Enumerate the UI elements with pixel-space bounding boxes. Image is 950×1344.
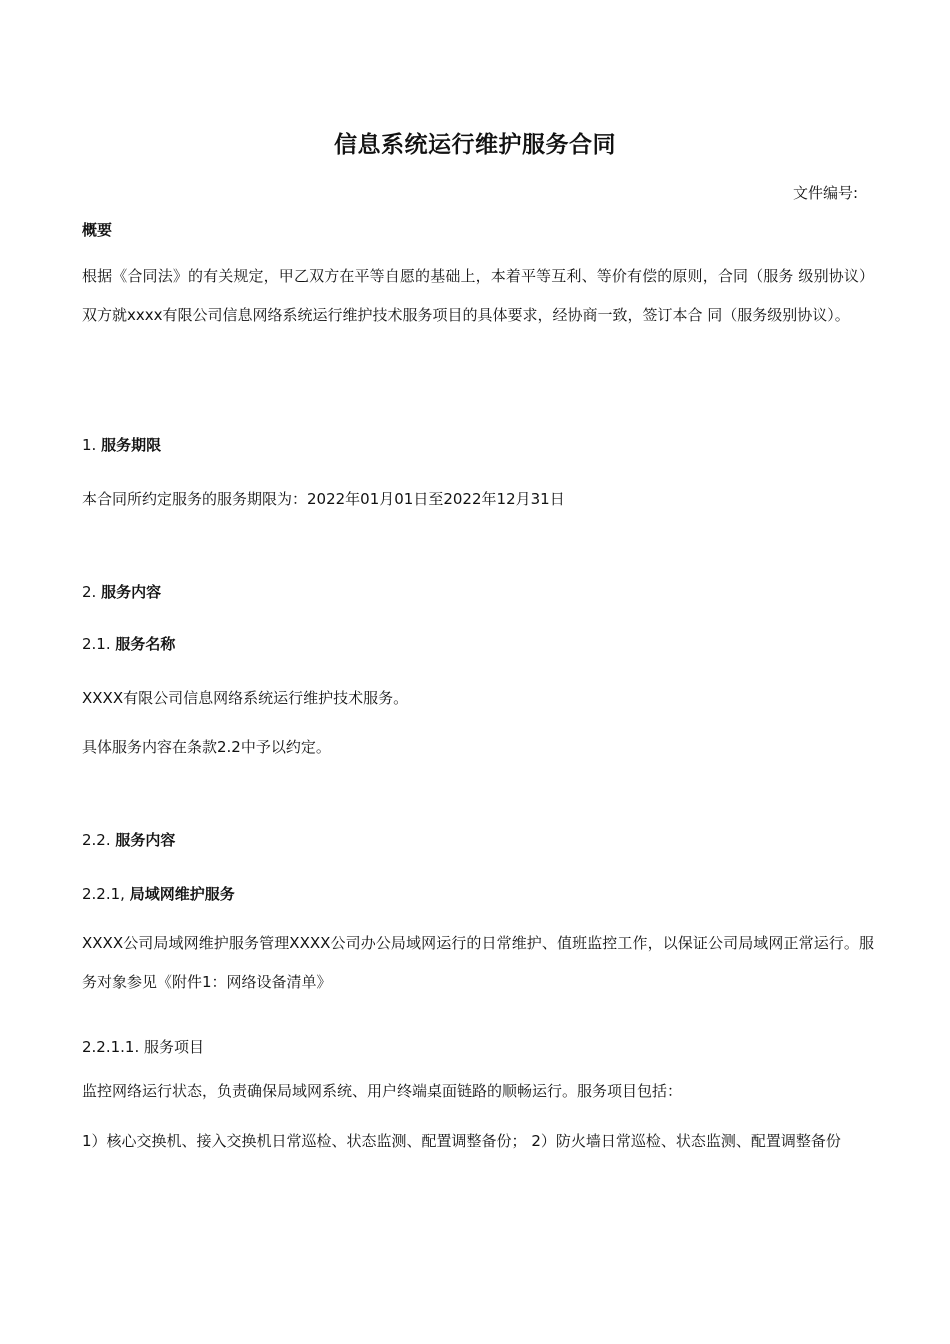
section-title: 服务项目 (144, 1038, 205, 1056)
section-number: 2. (82, 583, 97, 601)
overview-paragraph: 根据《合同法》的有关规定，甲乙双方在平等自愿的基础上，本着平等互利、等价有偿的原则，合同（服务 级别协议）双方就xxxx有限公司信息网络系统运行维护技术服务项目的具体要求，经协商一致，签订本合 同（服务级别协议）。 (82, 267, 874, 324)
section-1-heading (82, 434, 874, 456)
overview-heading: 概要 (82, 221, 113, 239)
section-number: 1. (82, 436, 97, 454)
section-2-2-1-heading (82, 883, 874, 905)
section-title: 局域网维护服务 (129, 885, 235, 903)
lan-maintenance-paragraph: XXXX公司局域网维护服务管理XXXX公司办公局域网运行的日常维护、值班监控工作，以保证公司局域网正常运行。服务对象参见《附件1：网络设备清单》 (82, 934, 874, 991)
section-title: 服务期限 (101, 436, 162, 454)
section-number: 2.2.1.1. (82, 1038, 140, 1056)
section-title: 服务内容 (115, 831, 176, 849)
section-title: 服务名称 (115, 635, 176, 653)
section-2-heading (82, 581, 874, 603)
section-2-2-heading (82, 829, 874, 851)
document-number-label: 文件编号: (792, 184, 858, 202)
section-number: 2.2.1, (82, 885, 125, 903)
service-term-text: 本合同所约定服务的服务期限为：2022年01月01日至2022年12月31日 (82, 490, 565, 508)
service-content-reference-text: 具体服务内容在条款2.2中予以约定。 (82, 738, 331, 756)
service-items-intro-text: 监控网络运行状态，负责确保局域网系统、用户终端桌面链路的顺畅运行。服务项目包括： (82, 1082, 683, 1100)
section-number: 2.1. (82, 635, 111, 653)
document-title: 信息系统运行维护服务合同 (334, 132, 616, 158)
section-title: 服务内容 (101, 583, 162, 601)
section-2-2-1-1-heading (82, 1036, 874, 1058)
service-items-list-text: 1）核心交换机、接入交换机日常巡检、状态监测、配置调整备份； 2）防火墙日常巡检、状态监测、配置调整备份 (82, 1132, 841, 1150)
service-name-text: XXXX有限公司信息网络系统运行维护技术服务。 (82, 689, 409, 707)
section-2-1-heading (82, 633, 874, 655)
section-number: 2.2. (82, 831, 111, 849)
